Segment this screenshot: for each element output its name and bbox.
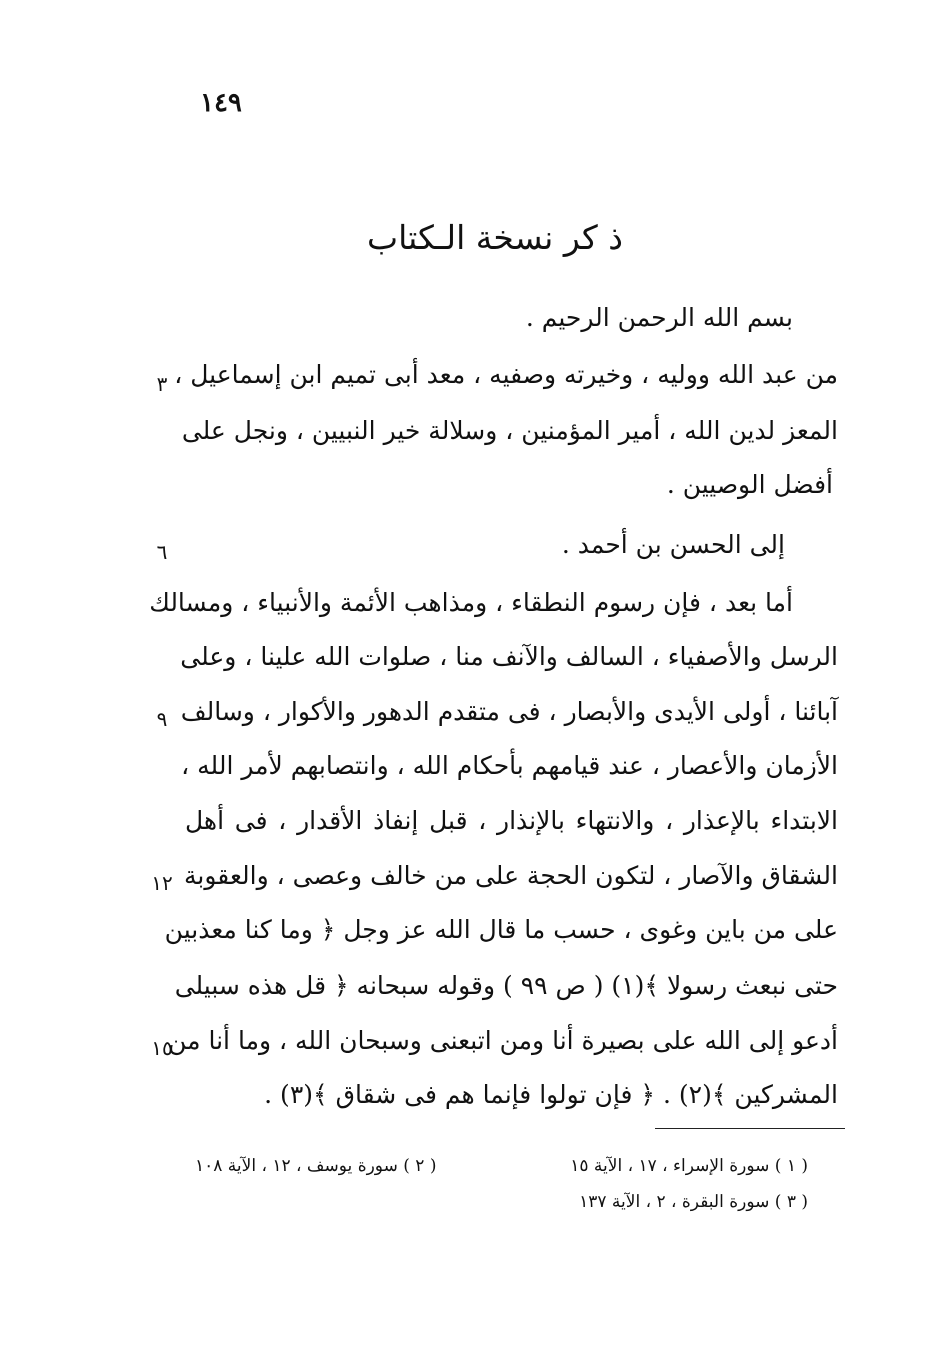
text-line: من عبد الله ووليه ، وخيرته وصفيه ، معد أبى تميم ابن إسماعيل ، bbox=[174, 360, 838, 389]
text-line: حتى نبعث رسولا ﴾(١) ( ص ٩٩ ) وقوله سبحانه ﴿ قل هذه سبيلى bbox=[174, 971, 838, 1000]
line-number: ٩ bbox=[156, 707, 168, 731]
footnote-1: ( ١ ) سورة الإسراء ، ١٧ ، الآية ١٥ bbox=[570, 1156, 808, 1176]
text-line: أما بعد ، فإن رسوم النطقاء ، ومذاهب الأئمة والأنبياء ، ومسالك bbox=[149, 588, 793, 617]
chapter-title: ذ كر نسخة الـكتاب bbox=[367, 218, 623, 257]
footnote-2: ( ٢ ) سورة يوسف ، ١٢ ، الآية ١٠٨ bbox=[195, 1156, 437, 1176]
text-line: المعز لدين الله ، أمير المؤمنين ، وسلالة خير النبيين ، ونجل على bbox=[181, 416, 838, 445]
line-number: ٦ bbox=[156, 540, 168, 564]
line-number: ١٢ bbox=[151, 871, 173, 895]
text-line: الأزمان والأعصار ، عند قيامهم بأحكام الله ، وانتصابهم لأمر الله ، bbox=[181, 751, 838, 780]
line-number: ١٥ bbox=[151, 1036, 173, 1060]
text-line: الشقاق والآصار ، لتكون الحجة على من خالف وعصى ، والعقوبة bbox=[184, 861, 838, 890]
text-line: إلى الحسن بن أحمد . bbox=[561, 530, 785, 559]
line-number: ٣ bbox=[156, 372, 168, 396]
page-number: ١٤٩ bbox=[200, 88, 242, 118]
text-line: المشركين ﴾(٢) . ﴿ فإن تولوا فإنما هم فى شقاق ﴾(٣) . bbox=[264, 1080, 838, 1109]
text-line: آبائنا ، أولى الأيدى والأبصار ، فى متقدم الدهور والأكوار ، وسالف bbox=[180, 697, 838, 726]
text-line: أدعو إلى الله على بصيرة أنا ومن اتبعنى وسبحان الله ، وما أنا من bbox=[168, 1026, 838, 1055]
text-line: الابتداء بالإعذار ، والانتهاء بالإنذار ، قبل إنفاذ الأقدار ، فى أهل bbox=[185, 806, 838, 835]
footnote-3: ( ٣ ) سورة البقرة ، ٢ ، الآية ١٣٧ bbox=[579, 1192, 808, 1212]
text-line: أفضل الوصيين . bbox=[666, 470, 833, 499]
text-line: الرسل والأصفياء ، السالف والآنف منا ، صلوات الله علينا ، وعلى bbox=[180, 642, 838, 671]
text-line-basmala: بسم الله الرحمن الرحيم . bbox=[525, 303, 793, 332]
footnote-separator bbox=[655, 1128, 845, 1129]
text-line: على من باين وغوى ، حسب ما قال الله عز وجل ﴿ وما كنا معذبين bbox=[164, 915, 838, 944]
